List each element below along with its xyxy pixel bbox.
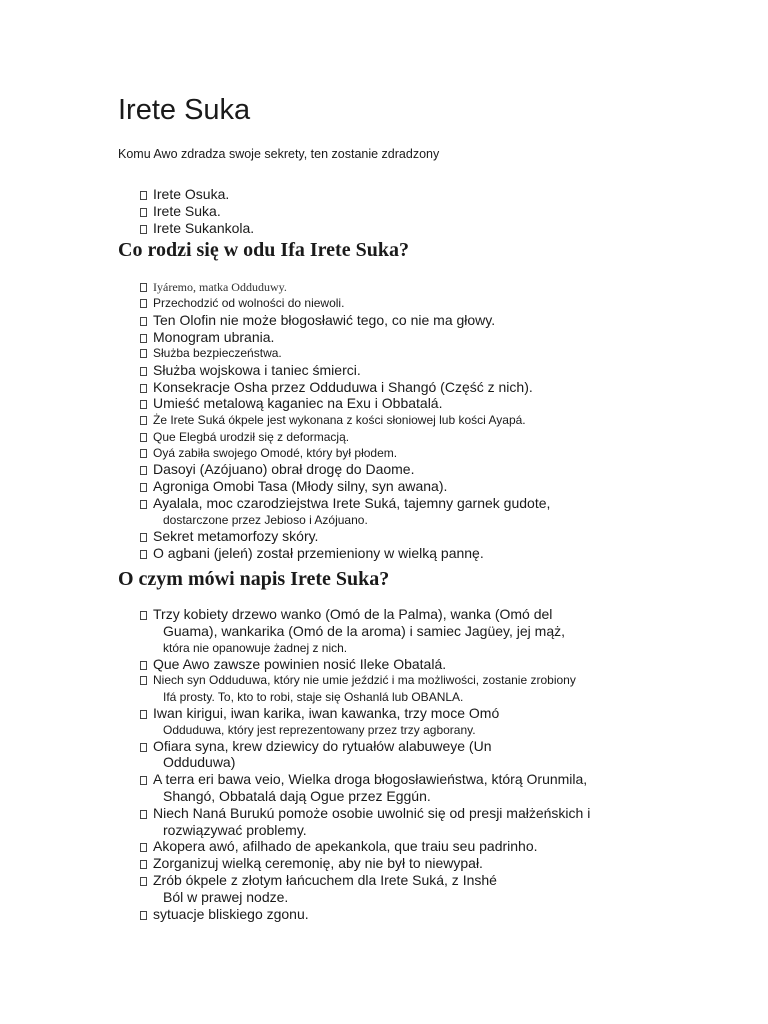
checkbox-icon [140,433,147,442]
list-item: Trzy kobiety drzewo wanko (Omó de la Palma), wanka (Omó del Guama), wankarika (Omó de la aroma) i samiec Jagüey, jej mąż, która nie opanowuje żadnej z nich. [140,606,730,656]
list-item: Ofiara syna, krew dziewicy do rytuałów alabuweye (Un Odduduwa) [140,738,730,772]
list-item: Umieść metalową kaganiec na Exu i Obbatalá. [140,395,730,412]
list-item: Monogram ubrania. [140,329,730,346]
checkbox-icon [140,550,147,559]
list-item: Służba bezpieczeństwa. [140,345,730,361]
birth-list [140,279,730,561]
checkbox-icon [140,676,147,685]
checkbox-icon [140,416,147,425]
list-item: Iyáremo, matka Odduduwy. [140,279,730,295]
list-item: Que Awo zawsze powinien nosić Ileke Obatalá. [140,656,730,673]
checkbox-icon [140,500,147,509]
list-item: Konsekracje Osha przez Odduduwa i Shangó (Część z nich). [140,379,730,396]
list-item: Akopera awó, afilhado de apekankola, que traiu seu padrinho. [140,838,730,855]
checkbox-icon [140,611,147,620]
checkbox-icon [140,877,147,886]
checkbox-icon [140,661,147,670]
checkbox-icon [140,710,147,719]
list-item: Oyá zabiła swojego Omodé, który był płodem. [140,445,730,461]
checkbox-icon [140,225,147,234]
checkbox-icon [140,466,147,475]
variants-list [140,186,730,236]
checkbox-icon [140,776,147,785]
checkbox-icon [140,299,147,308]
list-item: O agbani (jeleń) został przemieniony w wielką pannę. [140,545,730,562]
checkbox-icon [140,317,147,326]
checkbox-icon [140,449,147,458]
checkbox-icon [140,367,147,376]
page-title: Irete Suka [118,94,251,126]
list-item: Ten Olofin nie może błogosławić tego, co nie ma głowy. [140,312,730,329]
list-item: Sekret metamorfozy skóry. [140,528,730,545]
list-item: Zorganizuj wielką ceremonię, aby nie był to niewypał. [140,855,730,872]
list-item: Que Elegbá urodził się z deformacją. [140,429,730,445]
checkbox-icon [140,911,147,920]
list-item: Zrób ókpele z złotym łańcuchem dla Irete Suká, z Inshé Ból w prawej nodze. [140,872,730,906]
checkbox-icon [140,810,147,819]
checkbox-icon [140,283,147,292]
list-item: Służba wojskowa i taniec śmierci. [140,362,730,379]
list-item: Iwan kirigui, iwan karika, iwan kawanka, trzy moce Omó Odduduwa, który jest reprezentowany przez trzy agborany. [140,705,730,738]
checkbox-icon [140,533,147,542]
checkbox-icon [140,483,147,492]
list-item: Agroniga Omobi Tasa (Młody silny, syn awana). [140,478,730,495]
list-item: Niech syn Odduduwa, który nie umie jeździć i ma możliwości, zostanie zrobiony Ifá prosty. To, kto to robi, staje się Oshanlá lub OBANLA. [140,672,730,704]
list-item: Że Irete Suká ókpele jest wykonana z kości słoniowej lub kości Ayapá. [140,412,730,428]
list-item: Ayalala, moc czarodziejstwa Irete Suká, tajemny garnek gudote, dostarczone przez Jebioso i Azójuano. [140,495,730,528]
list-item: Niech Naná Burukú pomoże osobie uwolnić się od presji małżeńskich i rozwiązywać problemy. [140,805,730,839]
list-item: sytuacje bliskiego zgonu. [140,906,730,923]
section-heading-meaning: O czym mówi napis Irete Suka? [118,568,390,590]
list-item: Irete Sukankola. [140,220,730,237]
checkbox-icon [140,191,147,200]
checkbox-icon [140,743,147,752]
meaning-list [140,606,730,922]
page-subtitle: Komu Awo zdradza swoje sekrety, ten zostanie zdradzony [118,147,440,161]
checkbox-icon [140,334,147,343]
checkbox-icon [140,208,147,217]
list-item: Irete Osuka. [140,186,730,203]
checkbox-icon [140,860,147,869]
checkbox-icon [140,349,147,358]
list-item: Przechodzić od wolności do niewoli. [140,295,730,311]
list-item: Dasoyi (Azójuano) obrał drogę do Daome. [140,461,730,478]
list-item: A terra eri bawa veio, Wielka droga błogosławieństwa, którą Orunmila, Shangó, Obbatalá dają Ogue przez Eggún. [140,771,730,805]
checkbox-icon [140,400,147,409]
checkbox-icon [140,843,147,852]
checkbox-icon [140,384,147,393]
section-heading-birth: Co rodzi się w odu Ifa Irete Suka? [118,239,409,261]
list-item: Irete Suka. [140,203,730,220]
